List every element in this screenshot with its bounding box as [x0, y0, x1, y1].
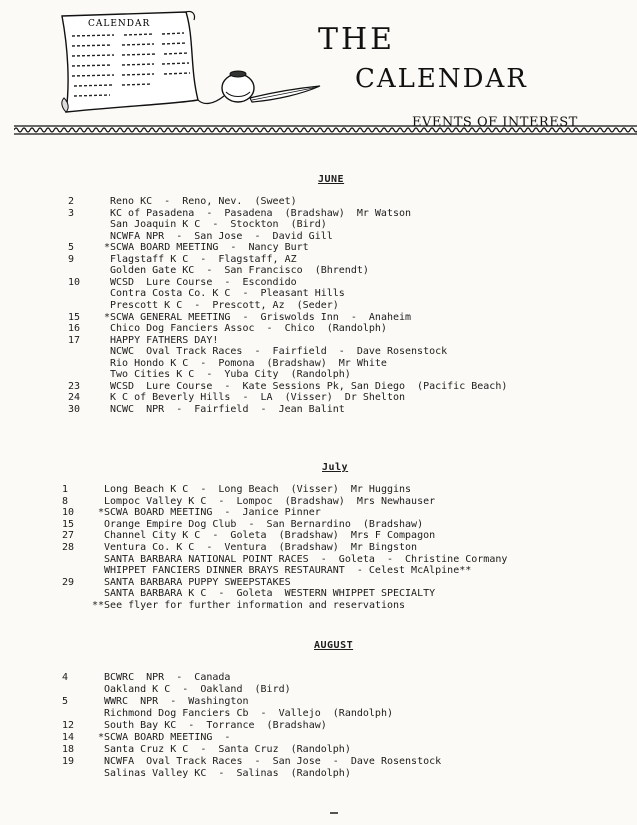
event-description: HAPPY FATHERS DAY!: [110, 334, 219, 346]
event-day: 4: [62, 672, 69, 683]
event-description: Two Cities K C - Yuba City (Randolph): [110, 369, 351, 381]
event-day: 15: [62, 518, 75, 530]
event-description: *SCWA BOARD MEETING -: [98, 732, 231, 743]
event-description: San Joaquin K C - Stockton (Bird): [110, 219, 327, 231]
event-description: WHIPPET FANCIERS DINNER BRAYS RESTAURANT - Celest McAlpine**: [104, 565, 472, 577]
event-description: NCWC NPR - Fairfield - Jean Balint: [110, 403, 345, 415]
subtitle-events-of-interest: EVENTS OF INTEREST: [412, 115, 578, 130]
month-heading-july: July: [322, 462, 349, 473]
event-description: Lompoc Valley K C - Lompoc (Bradshaw) Mrs Newhauser: [104, 495, 436, 507]
event-description: SANTA BARBARA PUPPY SWEEPSTAKES: [104, 576, 291, 588]
event-description: NCWFA NPR - San Jose - David Gill: [110, 230, 333, 242]
title-calendar: CALENDAR: [355, 64, 528, 94]
event-description: WCSD Lure Course - Escondido: [110, 276, 297, 288]
event-description: WCSD Lure Course - Kate Sessions Pk, San Diego (Pacific Beach): [110, 380, 508, 392]
event-day: 30: [68, 403, 81, 415]
event-day: 5: [68, 242, 75, 254]
event-description: NCWFA Oval Track Races - San Jose - Dave Rosenstock: [104, 756, 442, 767]
event-description: SANTA BARBARA K C - Goleta WESTERN WHIPPET SPECIALTY: [104, 588, 436, 600]
event-day: 24: [68, 392, 81, 404]
event-day: 12: [62, 720, 75, 731]
event-day: 8: [62, 495, 69, 507]
event-description: Contra Costa Co. K C - Pleasant Hills: [110, 288, 345, 300]
event-description: Richmond Dog Fanciers Cb - Vallejo (Randolph): [104, 708, 393, 719]
event-description: Salinas Valley KC - Salinas (Randolph): [104, 768, 351, 779]
event-description: Channel City K C - Goleta (Bradshaw) Mrs F Compagon: [104, 530, 436, 542]
event-description: Santa Cruz K C - Santa Cruz (Randolph): [104, 744, 351, 755]
event-day: 23: [68, 380, 81, 392]
event-day: 15: [68, 311, 81, 323]
logo-sheet-label: CALENDAR: [88, 19, 151, 29]
event-day: 16: [68, 323, 81, 335]
event-day: 27: [62, 530, 75, 542]
event-day: 18: [62, 744, 75, 755]
event-description: Prescott K C - Prescott, Az (Seder): [110, 299, 339, 311]
event-description: Golden Gate KC - San Francisco (Bhrendt): [110, 265, 369, 277]
event-description: Chico Dog Fanciers Assoc - Chico (Randolph): [110, 323, 387, 335]
event-description: South Bay KC - Torrance (Bradshaw): [104, 720, 327, 731]
event-description: *SCWA GENERAL MEETING - Griswolds Inn - Anaheim: [104, 311, 412, 323]
event-day: 10: [68, 276, 81, 288]
month-heading-june: JUNE: [318, 174, 345, 185]
event-day: 3: [68, 207, 75, 219]
event-day: 5: [62, 696, 69, 707]
event-day: 1: [62, 484, 69, 495]
title-the: THE: [318, 22, 396, 57]
event-description: KC of Pasadena - Pasadena (Bradshaw) Mr Watson: [110, 207, 412, 219]
event-description: **See flyer for further information and reservations: [92, 600, 406, 611]
event-day: 17: [68, 334, 81, 346]
event-description: BCWRC NPR - Canada: [104, 672, 231, 683]
month-heading-august: AUGUST: [314, 640, 354, 651]
event-day: 29: [62, 576, 75, 588]
wavy-divider: [14, 124, 637, 136]
event-description: Oakland K C - Oakland (Bird): [104, 684, 291, 695]
event-description: Flagstaff K C - Flagstaff, AZ: [110, 253, 297, 265]
event-description: K C of Beverly Hills - LA (Visser) Dr Shelton: [110, 392, 406, 404]
event-day: 9: [68, 253, 75, 265]
event-description: Long Beach K C - Long Beach (Visser) Mr Huggins: [104, 484, 412, 495]
event-day: 2: [68, 196, 75, 207]
event-description: *SCWA BOARD MEETING - Nancy Burt: [104, 242, 309, 254]
event-description: SANTA BARBARA NATIONAL POINT RACES - Goleta - Christine Cormany: [104, 553, 508, 565]
page-mark: [330, 812, 338, 814]
event-description: WWRC NPR - Washington: [104, 696, 249, 707]
event-description: Rio Hondo K C - Pomona (Bradshaw) Mr White: [110, 357, 387, 369]
calendar-quill-logo: [54, 8, 322, 120]
event-day: 10: [62, 507, 75, 519]
event-description: Ventura Co. K C - Ventura (Bradshaw) Mr Bingston: [104, 542, 418, 553]
event-description: Orange Empire Dog Club - San Bernardino (Bradshaw): [104, 518, 424, 530]
event-day: 19: [62, 756, 75, 767]
event-description: Reno KC - Reno, Nev. (Sweet): [110, 196, 297, 207]
event-day: 14: [62, 732, 75, 743]
event-day: 28: [62, 542, 75, 553]
event-description: *SCWA BOARD MEETING - Janice Pinner: [98, 507, 321, 519]
event-description: NCWC Oval Track Races - Fairfield - Dave Rosenstock: [110, 346, 448, 358]
